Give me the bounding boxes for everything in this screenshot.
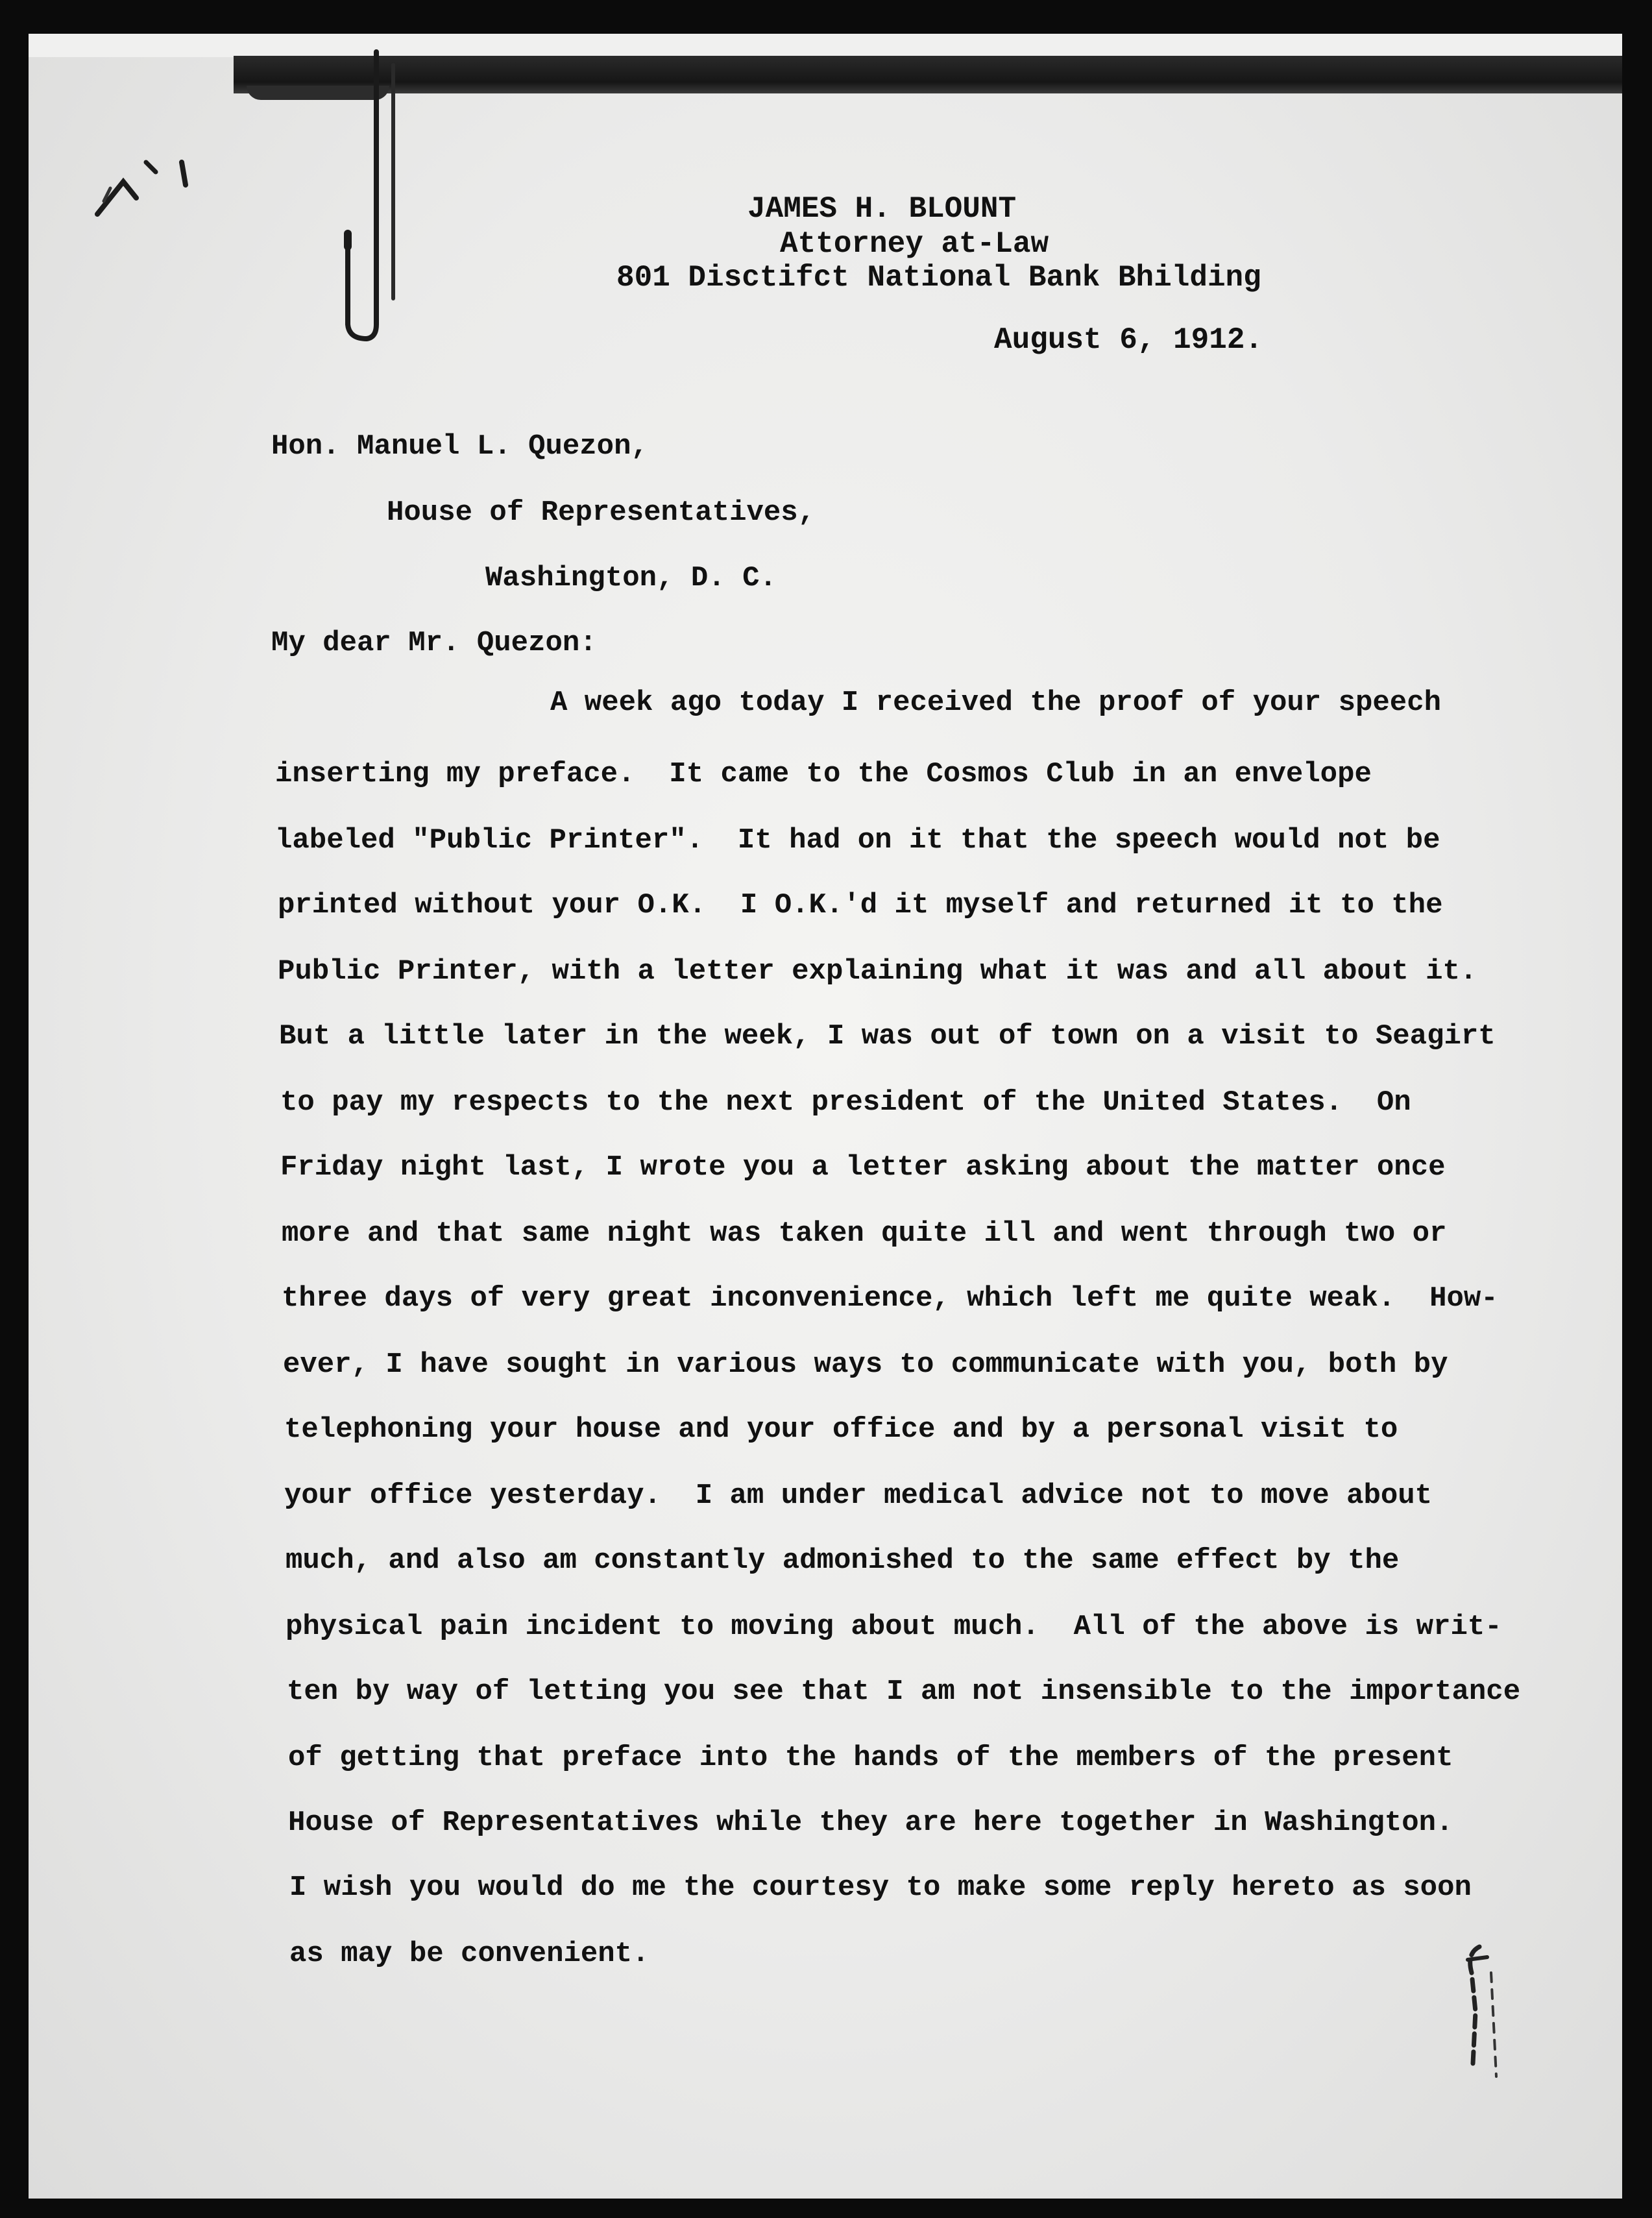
recipient-organization: House of Representatives, xyxy=(387,496,816,529)
body-line: three days of very great inconvenience, which left me quite weak. How- xyxy=(282,1282,1498,1315)
letterhead-address: 801 Disctifct National Bank Bhilding xyxy=(616,261,1261,295)
body-line: inserting my preface. It came to the Cosmos Club in an envelope xyxy=(275,758,1372,790)
body-line: ten by way of letting you see that I am not insensible to the importance xyxy=(287,1676,1521,1708)
letterhead-title: Attorney at-Law xyxy=(780,227,1049,261)
margin-mark xyxy=(1453,1934,1512,2090)
body-line: as may be convenient. xyxy=(289,1938,650,1970)
body-line: much, and also am constantly admonished to the same effect by the xyxy=(285,1544,1400,1577)
body-line: ever, I have sought in various ways to communicate with you, both by xyxy=(283,1348,1448,1381)
body-line: But a little later in the week, I was out of town on a visit to Seagirt xyxy=(279,1020,1496,1053)
body-line: telephoning your house and your office and by a personal visit to xyxy=(284,1413,1398,1446)
paper-clip-icon xyxy=(331,39,407,344)
letterhead-name: JAMES H. BLOUNT xyxy=(747,192,1017,226)
body-line: printed without your O.K. I O.K.'d it myself and returned it to the xyxy=(278,889,1443,921)
body-line: physical pain incident to moving about much. All of the above is writ- xyxy=(285,1611,1502,1643)
body-line: I wish you would do me the courtesy to make some reply hereto as soon xyxy=(289,1871,1472,1904)
body-line: A week ago today I received the proof of your speech xyxy=(550,687,1442,719)
body-line: labeled "Public Printer". It had on it that the speech would not be xyxy=(275,824,1440,857)
recipient-name: Hon. Manuel L. Quezon, xyxy=(271,430,648,463)
body-line: of getting that preface into the hands of the members of the present xyxy=(288,1742,1453,1774)
salutation: My dear Mr. Quezon: xyxy=(271,627,597,659)
letter-date: August 6, 1912. xyxy=(994,323,1263,357)
body-line: to pay my respects to the next president of the United States. On xyxy=(280,1086,1411,1119)
recipient-city: Washington, D. C. xyxy=(485,562,777,594)
body-line: Friday night last, I wrote you a letter asking about the matter once xyxy=(280,1151,1446,1184)
body-line: more and that same night was taken quite ill and went through two or xyxy=(282,1217,1447,1250)
scratch-marks xyxy=(84,136,227,234)
scanner-shadow-band xyxy=(234,56,1622,93)
body-line: Public Printer, with a letter explaining what it was and all about it. xyxy=(278,955,1477,988)
body-line: House of Representatives while they are here together in Washington. xyxy=(288,1807,1453,1839)
body-line: your office yesterday. I am under medical advice not to move about xyxy=(284,1480,1433,1512)
